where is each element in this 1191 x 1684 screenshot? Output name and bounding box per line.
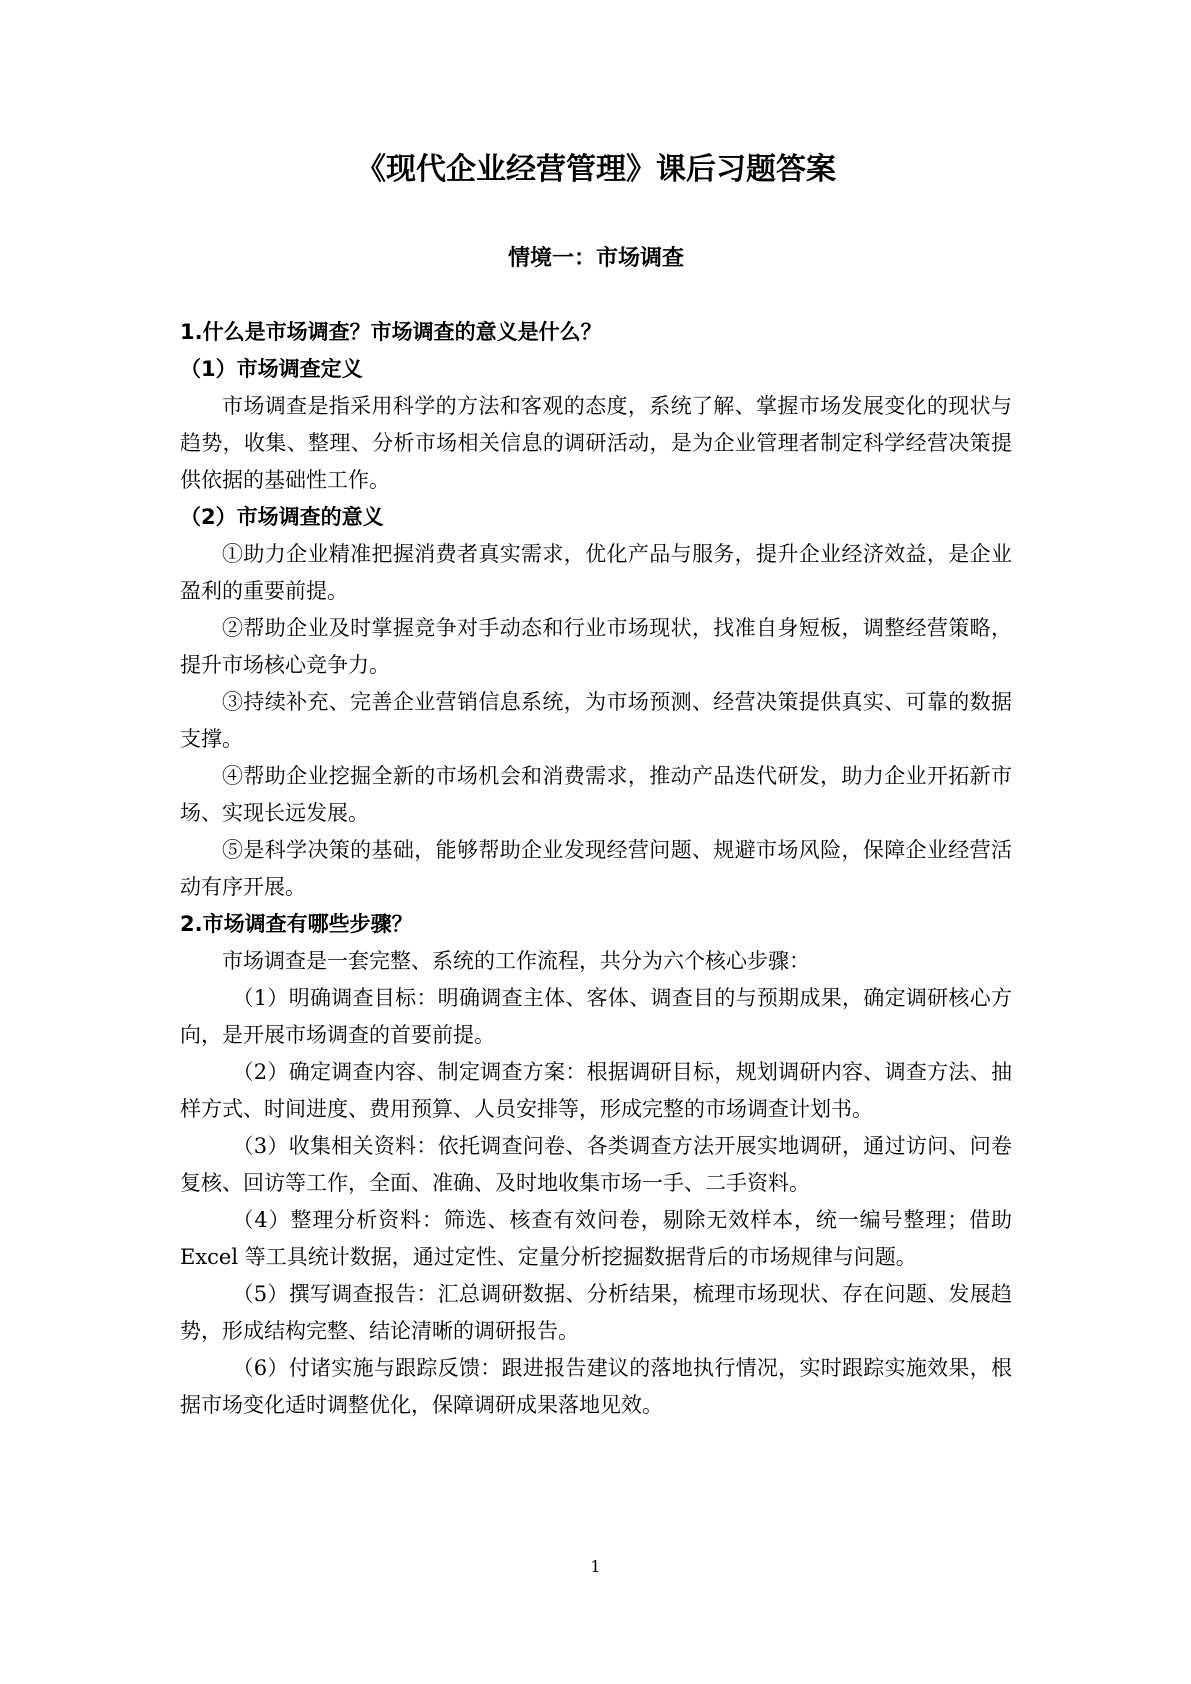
subheading-significance: （2）市场调查的意义 <box>180 505 384 529</box>
step-2: （2）确定调查内容、制定调查方案：根据调研目标，规划调研内容、调查方法、抽样方式、时间进度、费用预算、人员安排等，形成完整的市场调查计划书。 <box>180 1060 1012 1121</box>
significance-point-3: ③持续补充、完善企业营销信息系统，为市场预测、经营决策提供真实、可靠的数据支撑。 <box>180 690 1012 751</box>
step-4: （4）整理分析资料：筛选、核查有效问卷，剔除无效样本，统一编号整理；借助 Excel 等工具统计数据，通过定性、定量分析挖掘数据背后的市场规律与问题。 <box>180 1208 1012 1269</box>
subheading-definition: （1）市场调查定义 <box>180 357 363 381</box>
significance-point-1: ①助力企业精准把握消费者真实需求，优化产品与服务，提升企业经济效益，是企业盈利的重要前提。 <box>180 542 1012 603</box>
document-title: 《现代企业经营管理》课后习题答案 <box>356 152 836 187</box>
step-1: （1）明确调查目标：明确调查主体、客体、调查目的与预期成果，确定调研核心方向，是开展市场调查的首要前提。 <box>180 986 1012 1047</box>
section-title: 情境一：市场调查 <box>507 246 684 271</box>
document-body <box>180 314 1012 1424</box>
step-5: （5）撰写调查报告：汇总调研数据、分析结果，梳理市场现状、存在问题、发展趋势，形成结构完整、结论清晰的调研报告。 <box>180 1282 1012 1343</box>
significance-point-4: ④帮助企业挖掘全新的市场机会和消费需求，推动产品迭代研发，助力企业开拓新市场、实现长远发展。 <box>180 764 1012 825</box>
steps-intro: 市场调查是一套完整、系统的工作流程，共分为六个核心步骤： <box>222 949 810 973</box>
paragraph-definition: 市场调查是指采用科学的方法和客观的态度，系统了解、掌握市场发展变化的现状与趋势，收集、整理、分析市场相关信息的调研活动，是为企业管理者制定科学经营决策提供依据的基础性工作。 <box>180 394 1012 492</box>
question-1: 1.什么是市场调查？市场调查的意义是什么？ <box>180 320 602 344</box>
significance-point-2: ②帮助企业及时掌握竞争对手动态和行业市场现状，找准自身短板，调整经营策略，提升市场核心竞争力。 <box>180 616 1012 677</box>
question-2: 2.市场调查有哪些步骤？ <box>180 912 413 936</box>
page-number: 1 <box>590 1557 601 1576</box>
significance-point-5: ⑤是科学决策的基础，能够帮助企业发现经营问题、规避市场风险，保障企业经营活动有序开展。 <box>180 838 1012 899</box>
step-3: （3）收集相关资料：依托调查问卷、各类调查方法开展实地调研，通过访问、问卷复核、回访等工作，全面、准确、及时地收集市场一手、二手资料。 <box>180 1134 1012 1195</box>
step-6: （6）付诸实施与跟踪反馈：跟进报告建议的落地执行情况，实时跟踪实施效果，根据市场变化适时调整优化，保障调研成果落地见效。 <box>180 1356 1012 1417</box>
